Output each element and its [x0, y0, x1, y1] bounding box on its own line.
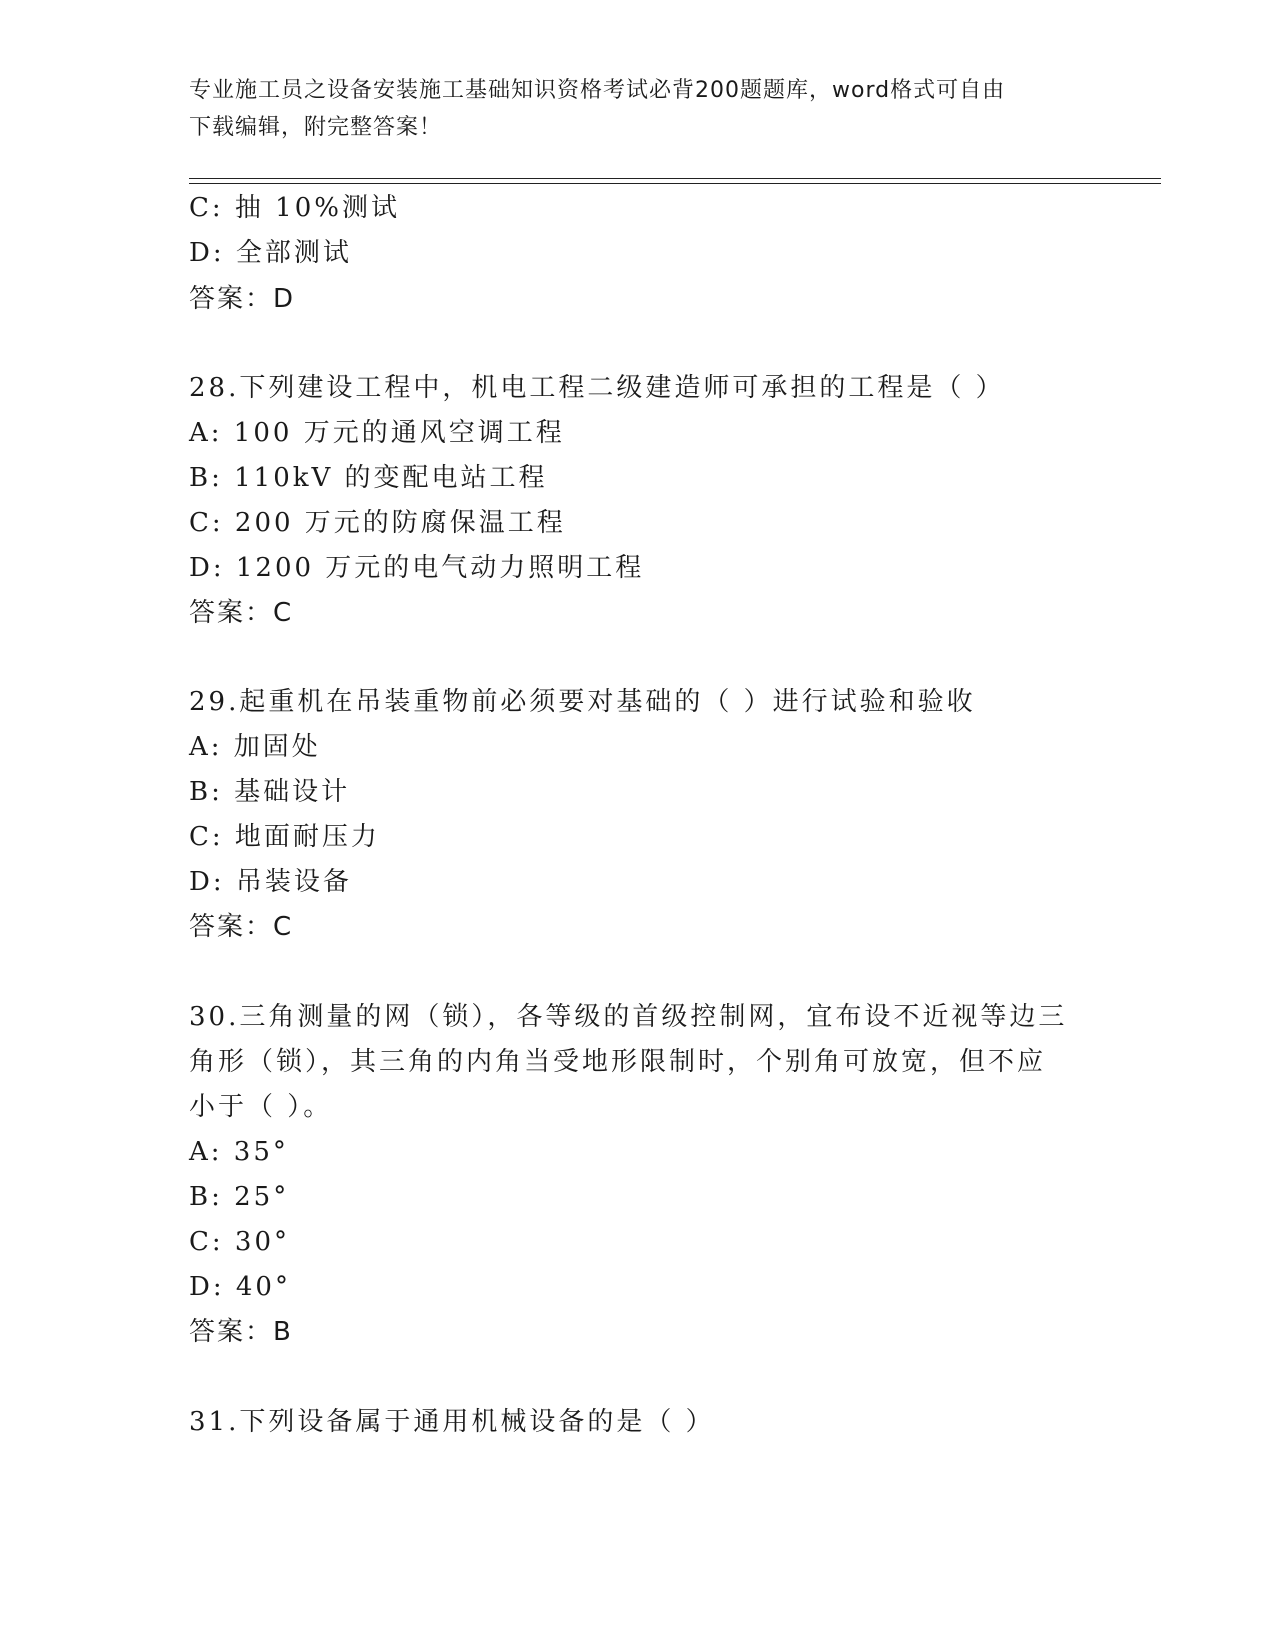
- header-divider-bottom: [189, 183, 1161, 184]
- q27-answer: 答案：D: [189, 284, 296, 314]
- q29-option-a: A: 加固处: [189, 732, 321, 762]
- q30-question-line-1: 30.三角测量的网（锁），各等级的首级控制网，宜布设不近视等边三: [189, 1002, 1068, 1032]
- q30-option-c: C: 30°: [189, 1227, 291, 1257]
- q28-option-d: D: 1200 万元的电气动力照明工程: [189, 553, 645, 583]
- q28-question: 28.下列建设工程中，机电工程二级建造师可承担的工程是（ ）: [189, 373, 1005, 403]
- q29-option-d: D: 吊装设备: [189, 867, 352, 897]
- q28-option-b: B: 110kV 的变配电站工程: [189, 463, 548, 493]
- q28-answer: 答案：C: [189, 598, 294, 628]
- q29-option-c: C: 地面耐压力: [189, 822, 380, 852]
- header-divider-top: [189, 178, 1161, 179]
- q29-answer: 答案：C: [189, 912, 294, 942]
- q28-option-c: C: 200 万元的防腐保温工程: [189, 508, 566, 538]
- document-header: [189, 72, 1089, 146]
- q30-option-b: B: 25°: [189, 1182, 290, 1212]
- q31-question: 31.下列设备属于通用机械设备的是（ ）: [189, 1407, 715, 1437]
- q27-option-d: D: 全部测试: [189, 238, 352, 268]
- q28-option-a: A: 100 万元的通风空调工程: [189, 418, 565, 448]
- q30-option-a: A: 35°: [189, 1137, 289, 1167]
- q30-question-line-2: 角形（锁），其三角的内角当受地形限制时，个别角可放宽，但不应: [189, 1047, 1047, 1077]
- q27-option-c: C: 抽 10%测试: [189, 193, 400, 223]
- q29-option-b: B: 基础设计: [189, 777, 351, 807]
- q30-answer: 答案：B: [189, 1317, 293, 1347]
- header-line-2: 下载编辑，附完整答案！: [189, 115, 443, 140]
- q30-option-d: D: 40°: [189, 1272, 291, 1302]
- q29-question: 29.起重机在吊装重物前必须要对基础的（ ）进行试验和验收: [189, 687, 976, 717]
- header-line-1: 专业施工员之设备安装施工基础知识资格考试必背200题题库，word格式可自由: [189, 78, 1006, 103]
- q30-question-line-3: 小于（ ）。: [189, 1092, 333, 1122]
